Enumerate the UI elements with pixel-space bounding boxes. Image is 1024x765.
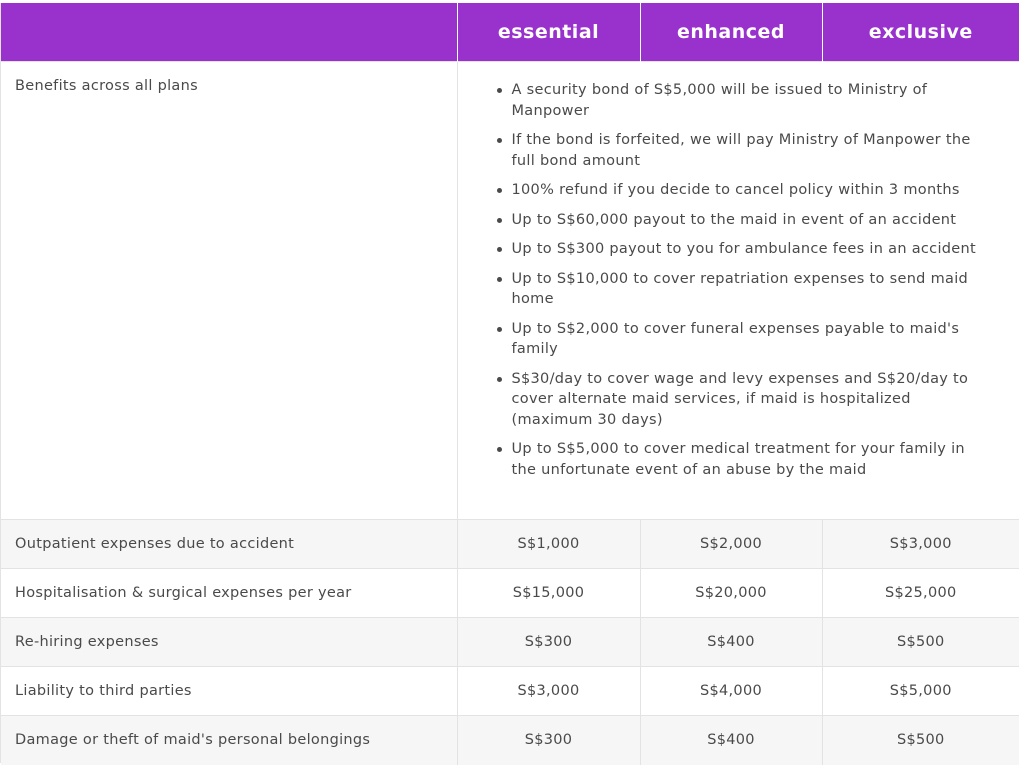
benefit-item	[494, 369, 994, 431]
value-essential: S$15,000	[457, 569, 640, 618]
row-label: Re-hiring expenses	[1, 618, 457, 667]
plan-comparison-table-container	[0, 3, 1019, 763]
benefit-text: Up to S$60,000 payout to the maid in event of an accident	[511, 211, 957, 228]
bullet-icon	[497, 277, 502, 282]
table-row	[1, 520, 1019, 569]
header-blank-cell	[1, 3, 457, 62]
bullet-icon	[497, 138, 502, 143]
table-row	[1, 569, 1019, 618]
benefits-list	[458, 62, 1020, 480]
value-exclusive: S$500	[822, 618, 1019, 667]
value-essential: S$300	[457, 618, 640, 667]
benefit-item	[494, 239, 994, 260]
benefit-item	[494, 80, 994, 121]
value-essential: S$300	[457, 716, 640, 765]
table-row	[1, 716, 1019, 765]
table-row	[1, 667, 1019, 716]
benefit-item	[494, 439, 994, 480]
bullet-icon	[497, 188, 502, 193]
benefit-item	[494, 319, 994, 360]
row-label: Liability to third parties	[1, 667, 457, 716]
benefits-label: Benefits across all plans	[1, 62, 457, 520]
plan-header-enhanced: enhanced	[640, 3, 822, 62]
bullet-icon	[497, 327, 502, 332]
value-enhanced: S$20,000	[640, 569, 822, 618]
benefit-text: A security bond of S$5,000 will be issued to Ministry of Manpower	[511, 82, 928, 119]
plan-header-essential: essential	[457, 3, 640, 62]
table-header	[1, 3, 1019, 62]
row-label: Outpatient expenses due to accident	[1, 520, 457, 569]
bullet-icon	[497, 447, 502, 452]
bullet-icon	[497, 88, 502, 93]
plan-header-exclusive: exclusive	[822, 3, 1019, 62]
row-label: Damage or theft of maid's personal belongings	[1, 716, 457, 765]
value-exclusive: S$5,000	[822, 667, 1019, 716]
bullet-icon	[497, 377, 502, 382]
benefits-row	[1, 62, 1019, 520]
value-enhanced: S$400	[640, 716, 822, 765]
value-exclusive: S$3,000	[822, 520, 1019, 569]
table-row	[1, 618, 1019, 667]
benefit-text: If the bond is forfeited, we will pay Ministry of Manpower the full bond amount	[511, 132, 971, 169]
plan-comparison-table	[1, 3, 1019, 765]
value-exclusive: S$25,000	[822, 569, 1019, 618]
bullet-icon	[497, 218, 502, 223]
benefit-text: 100% refund if you decide to cancel policy within 3 months	[511, 182, 960, 198]
bullet-icon	[497, 247, 502, 252]
value-exclusive: S$500	[822, 716, 1019, 765]
value-essential: S$1,000	[457, 520, 640, 569]
value-enhanced: S$4,000	[640, 667, 822, 716]
benefits-list-cell	[457, 62, 1019, 520]
benefit-text: S$30/day to cover wage and levy expenses and S$20/day to cover alternate maid services, if maid is hospitalized (maximum 30 days)	[511, 370, 969, 428]
benefit-item	[494, 130, 994, 171]
benefit-item	[494, 269, 994, 310]
benefit-text: Up to S$300 payout to you for ambulance fees in an accident	[511, 241, 976, 257]
benefit-text: Up to S$10,000 to cover repatriation expenses to send maid home	[511, 270, 969, 307]
benefit-text: Up to S$5,000 to cover medical treatment for your family in the unfortunate event of an abuse by the maid	[511, 441, 965, 478]
value-enhanced: S$2,000	[640, 520, 822, 569]
benefit-item	[494, 210, 994, 231]
benefit-item	[494, 180, 994, 201]
benefit-text: Up to S$2,000 to cover funeral expenses payable to maid's family	[511, 320, 960, 357]
value-essential: S$3,000	[457, 667, 640, 716]
value-enhanced: S$400	[640, 618, 822, 667]
row-label: Hospitalisation & surgical expenses per year	[1, 569, 457, 618]
